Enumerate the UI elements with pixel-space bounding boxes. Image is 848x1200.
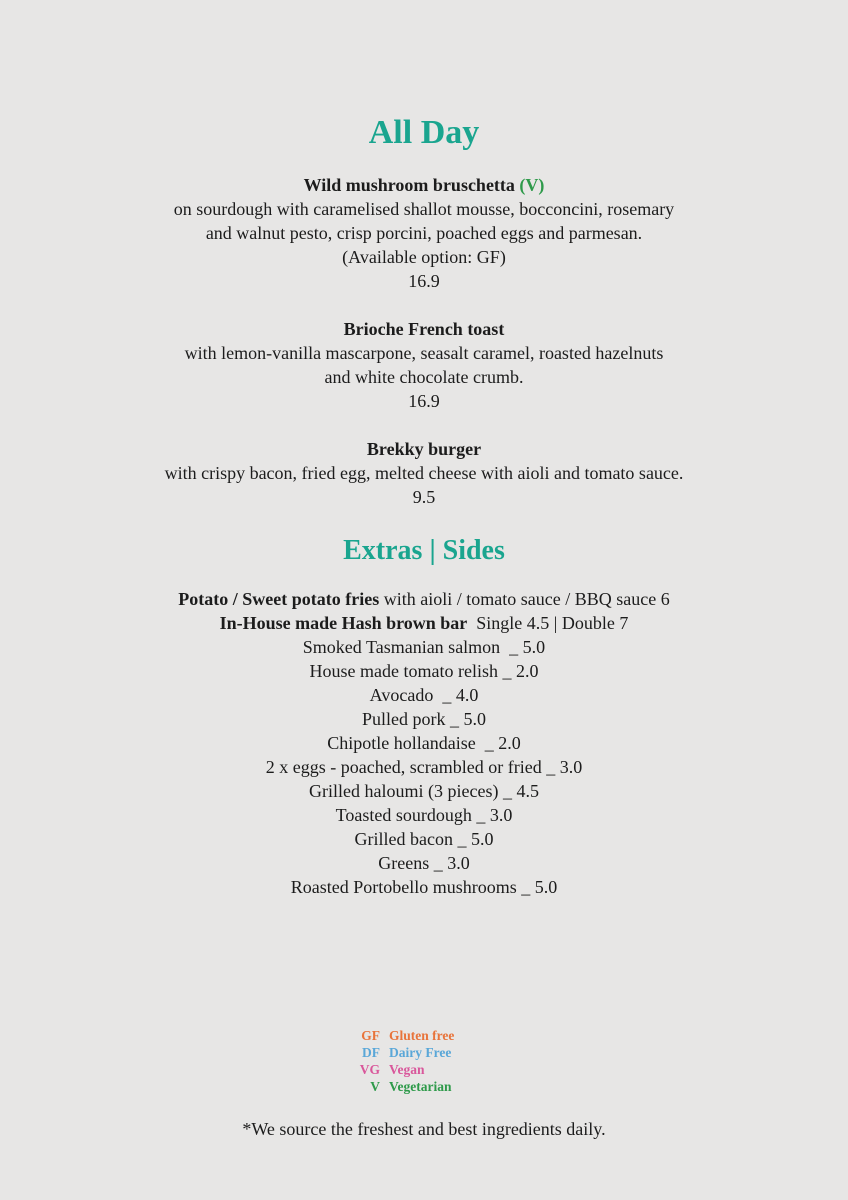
item-price: 16.9 [408,271,440,291]
legend-code: V [370,1079,380,1094]
legend-row-gluten-free [0,1027,848,1044]
extras-hash-name: In-House made Hash brown bar [219,613,468,633]
extras-line: Chipotle hollandaise _ 2.0 [327,733,521,753]
legend-label: Vegetarian [389,1079,452,1094]
extras-line: Roasted Portobello mushrooms _ 5.0 [290,877,558,897]
legend-code: DF [362,1045,380,1060]
extras-line: 2 x eggs - poached, scrambled or fried _ 3.0 [265,757,583,777]
extras-hash-detail: Single 4.5 | Double 7 [467,613,629,633]
item-name: Brekky burger [366,439,482,459]
menu-item-bruschetta [0,173,848,293]
extras-fries-detail: with aioli / tomato sauce / BBQ sauce 6 [379,589,670,609]
vegetarian-tag: (V) [519,175,545,195]
item-description: and walnut pesto, crisp porcini, poached eggs and parmesan. [205,223,643,243]
menu-item-brekky-burger [0,437,848,509]
extras-line: Toasted sourdough _ 3.0 [335,805,513,825]
item-name: Wild mushroom bruschetta [303,175,515,195]
extras-line: Pulled pork _ 5.0 [362,709,486,729]
legend-label: Gluten free [389,1028,455,1043]
extras-line: Smoked Tasmanian salmon _ 5.0 [302,637,546,657]
item-description: and white chocolate crumb. [324,367,524,387]
extras-line: Grilled haloumi (3 pieces) _ 4.5 [309,781,539,801]
menu-item-french-toast [0,317,848,413]
legend-row-dairy-free [0,1044,848,1061]
extras-line: Avocado _ 4.0 [369,685,479,705]
extras-fries [0,587,848,611]
section-title-extras: Extras | Sides [343,535,505,566]
item-name: Brioche French toast [343,319,505,339]
extras-list [0,587,848,899]
extras-line: Grilled bacon _ 5.0 [354,829,494,849]
legend-row-vegan [0,1061,848,1078]
item-description: with crispy bacon, fried egg, melted cheese with aioli and tomato sauce. [164,463,684,483]
legend-row-vegetarian [0,1078,848,1095]
legend-label: Vegan [389,1062,425,1077]
extras-fries-name: Potato / Sweet potato fries [178,589,380,609]
item-option: (Available option: GF) [342,247,506,267]
item-description: on sourdough with caramelised shallot mousse, bocconcini, rosemary [173,199,675,219]
extras-hash-brown [0,611,848,635]
footer-note: *We source the freshest and best ingredients daily. [242,1119,606,1139]
section-title-all-day: All Day [368,114,480,151]
item-description: with lemon-vanilla mascarpone, seasalt caramel, roasted hazelnuts [184,343,664,363]
extras-line: Greens _ 3.0 [378,853,470,873]
dietary-legend [0,1027,848,1095]
legend-code: VG [359,1062,380,1077]
extras-line: House made tomato relish _ 2.0 [309,661,539,681]
item-price: 16.9 [408,391,440,411]
legend-code: GF [361,1028,380,1043]
legend-label: Dairy Free [389,1045,452,1060]
item-price: 9.5 [412,487,436,507]
